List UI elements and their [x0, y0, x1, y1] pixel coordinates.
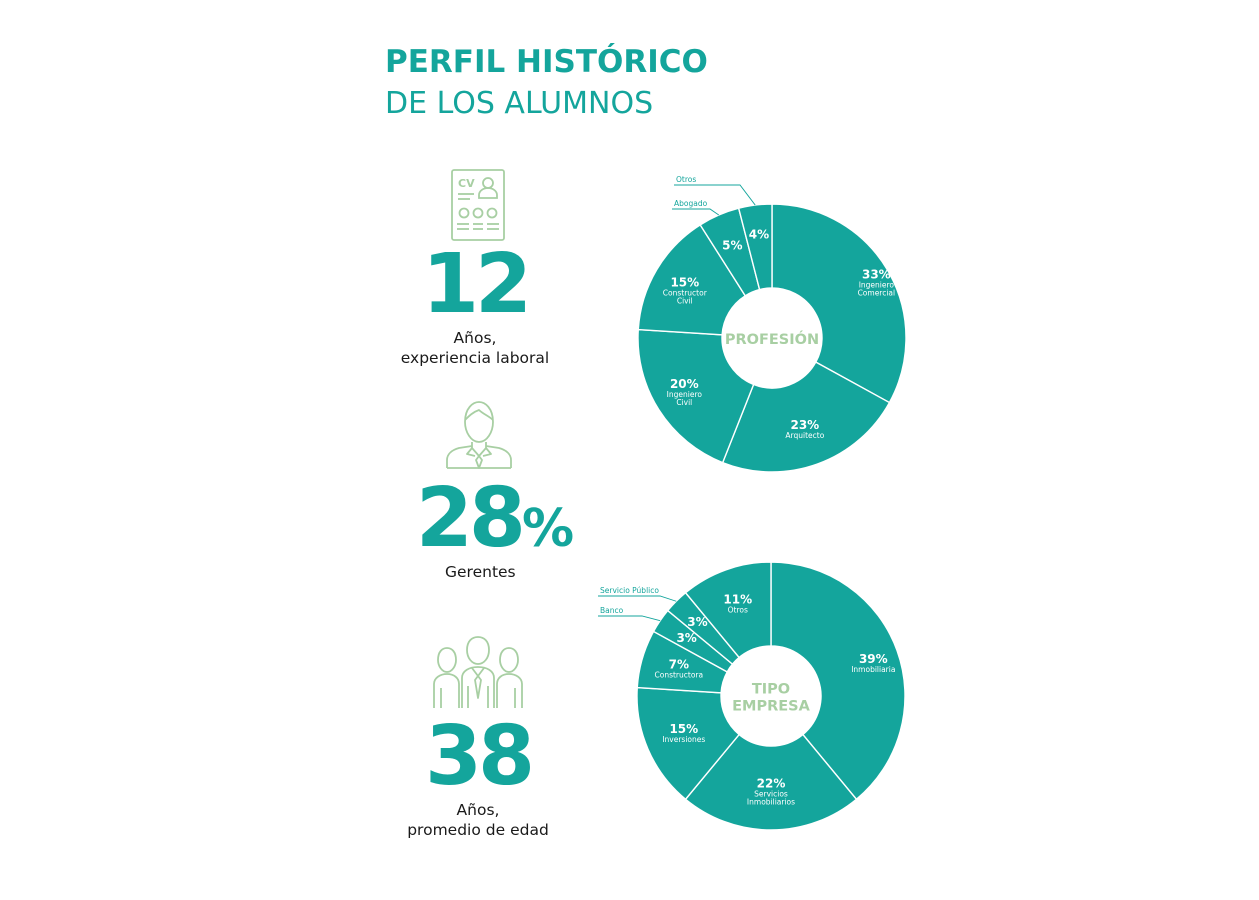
cv-icon-text: CV [458, 177, 475, 190]
slice-category-label: Ingeniero [858, 280, 895, 290]
donut-center-label: PROFESIÓN [724, 332, 820, 348]
donut-center-label: EMPRESA [732, 698, 810, 715]
slice-category-label: Otros [727, 605, 748, 615]
stat-managers [395, 471, 595, 582]
stat-caption-line2: experiencia laboral [400, 349, 550, 367]
slice-category-label: Constructor [662, 288, 707, 298]
callout-line [672, 209, 719, 215]
slice-pct-label: 39% [858, 651, 888, 666]
stat-value: 28 [415, 471, 522, 566]
callout-label: Banco [600, 606, 624, 615]
slice-category-label: Arquitecto [785, 430, 825, 440]
slice-category-label: Inmobiliarios [746, 797, 796, 807]
slice-category-label: Servicios [754, 789, 788, 799]
page-title: PERFIL HISTÓRICO [385, 44, 708, 80]
stat-suffix: % [522, 499, 575, 559]
slice-pct-label: 20% [669, 376, 699, 391]
slice-category-label: Inmobiliaria [851, 664, 896, 674]
slice-pct-label: 5% [722, 238, 743, 253]
callout-line [598, 616, 660, 621]
slice-category-label: Comercial [857, 288, 896, 298]
donut-chart-tipo-empresa [590, 555, 930, 845]
slice-category-label: Civil [676, 397, 693, 407]
stat-caption-line2: promedio de edad [407, 821, 549, 839]
slice-pct-label: 15% [670, 275, 700, 290]
group-icon [432, 636, 524, 710]
donut-chart-profesion [590, 165, 930, 485]
slice-category-label: Civil [676, 296, 693, 306]
slice-pct-label: 4% [748, 227, 770, 242]
stat-age [388, 709, 568, 840]
callout-line [598, 596, 676, 601]
stat-experience [385, 237, 565, 368]
slice-pct-label: 3% [687, 614, 708, 629]
callout-label: Abogado [674, 199, 708, 208]
page-subtitle: DE LOS ALUMNOS [385, 86, 654, 121]
slice-pct-label: 23% [790, 417, 820, 432]
cv-icon [450, 168, 506, 242]
donut-center-label: TIPO [751, 681, 791, 698]
slice-pct-label: 3% [676, 631, 697, 646]
slice-category-label: Ingeniero [666, 389, 702, 399]
stat-caption-line1: Años, [456, 801, 500, 819]
slice-pct-label: 7% [668, 657, 689, 672]
slice-pct-label: 33% [861, 267, 891, 282]
slice-pct-label: 11% [723, 592, 753, 607]
stat-caption-line1: Gerentes [445, 563, 516, 581]
stat-caption-line1: Años, [453, 329, 497, 347]
callout-label: Otros [676, 175, 697, 184]
slice-pct-label: 15% [669, 722, 699, 737]
manager-icon [445, 400, 513, 470]
slice-category-label: Constructora [654, 670, 704, 680]
callout-label: Servicio Público [600, 586, 659, 595]
donut-slice-1-0 [772, 204, 906, 403]
stat-value: 12 [421, 237, 529, 332]
slice-category-label: Inversiones [662, 735, 706, 745]
stat-value: 38 [424, 709, 532, 804]
slice-pct-label: 22% [756, 776, 786, 791]
